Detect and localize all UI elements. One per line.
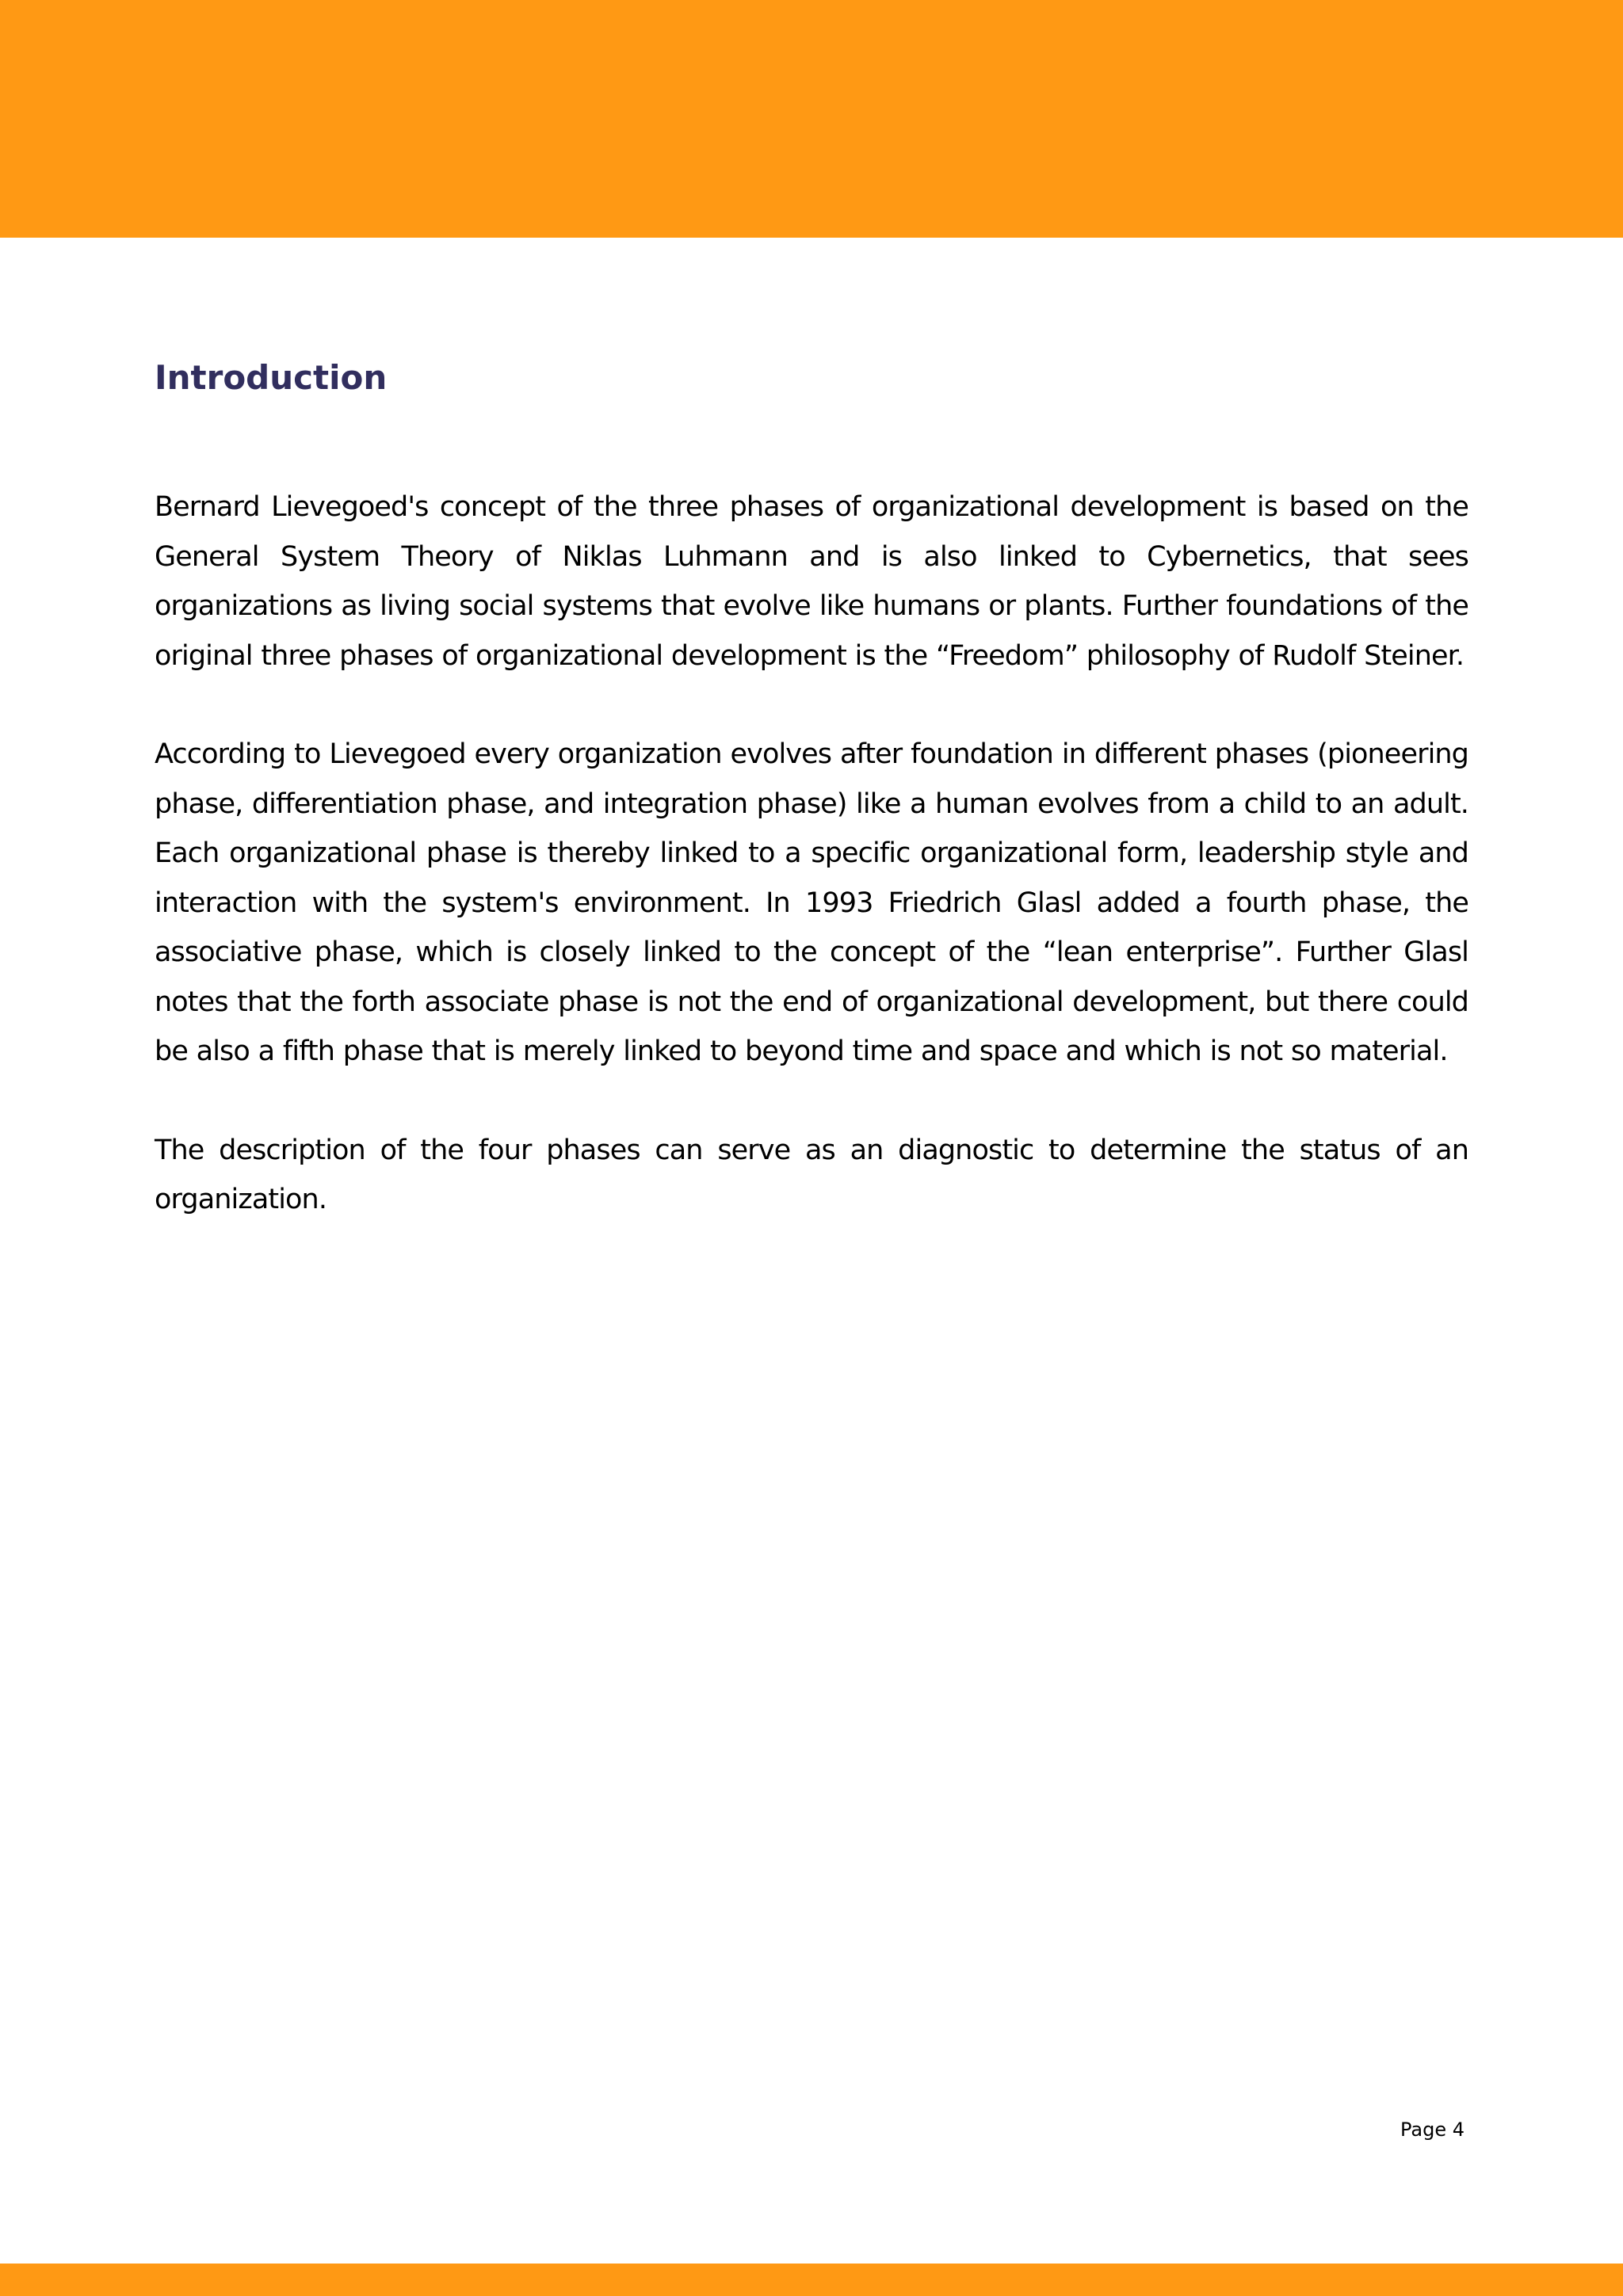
paragraph-3: The description of the four phases can serve as an diagnostic to determine the status of an organization. — [155, 1134, 1468, 1215]
paragraph-1: Bernard Lievegoed's concept of the three phases of organizational development is based on the General System Theory of Niklas Luhmann and is also linked to Cybernetics, that sees organizations as living social systems that evolve like humans or plants. Further foundations of the original three phases of organizational development is the “Freedom” philosophy of Rudolf Steiner. — [155, 491, 1468, 672]
header-band — [0, 0, 1623, 238]
body-text — [155, 482, 1468, 1274]
footer-band — [0, 2264, 1623, 2296]
paragraph-2: According to Lievegoed every organization evolves after foundation in different phases (pioneering phase, differentiation phase, and integration phase) like a human evolves from a child to an adult. Each organizational phase is thereby linked to a specific organizational form, leadership style and interaction with the system's environment. In 1993 Friedrich Glasl added a fourth phase, the associative phase, which is closely linked to the concept of the “lean enterprise”. Further Glasl notes that the forth associate phase is not the end of organizational development, but there could be also a fifth phase that is merely linked to beyond time and space and which is not so material. — [155, 738, 1468, 1067]
page-number: Page 4 — [1400, 2119, 1465, 2141]
section-heading: Introduction — [155, 358, 388, 397]
